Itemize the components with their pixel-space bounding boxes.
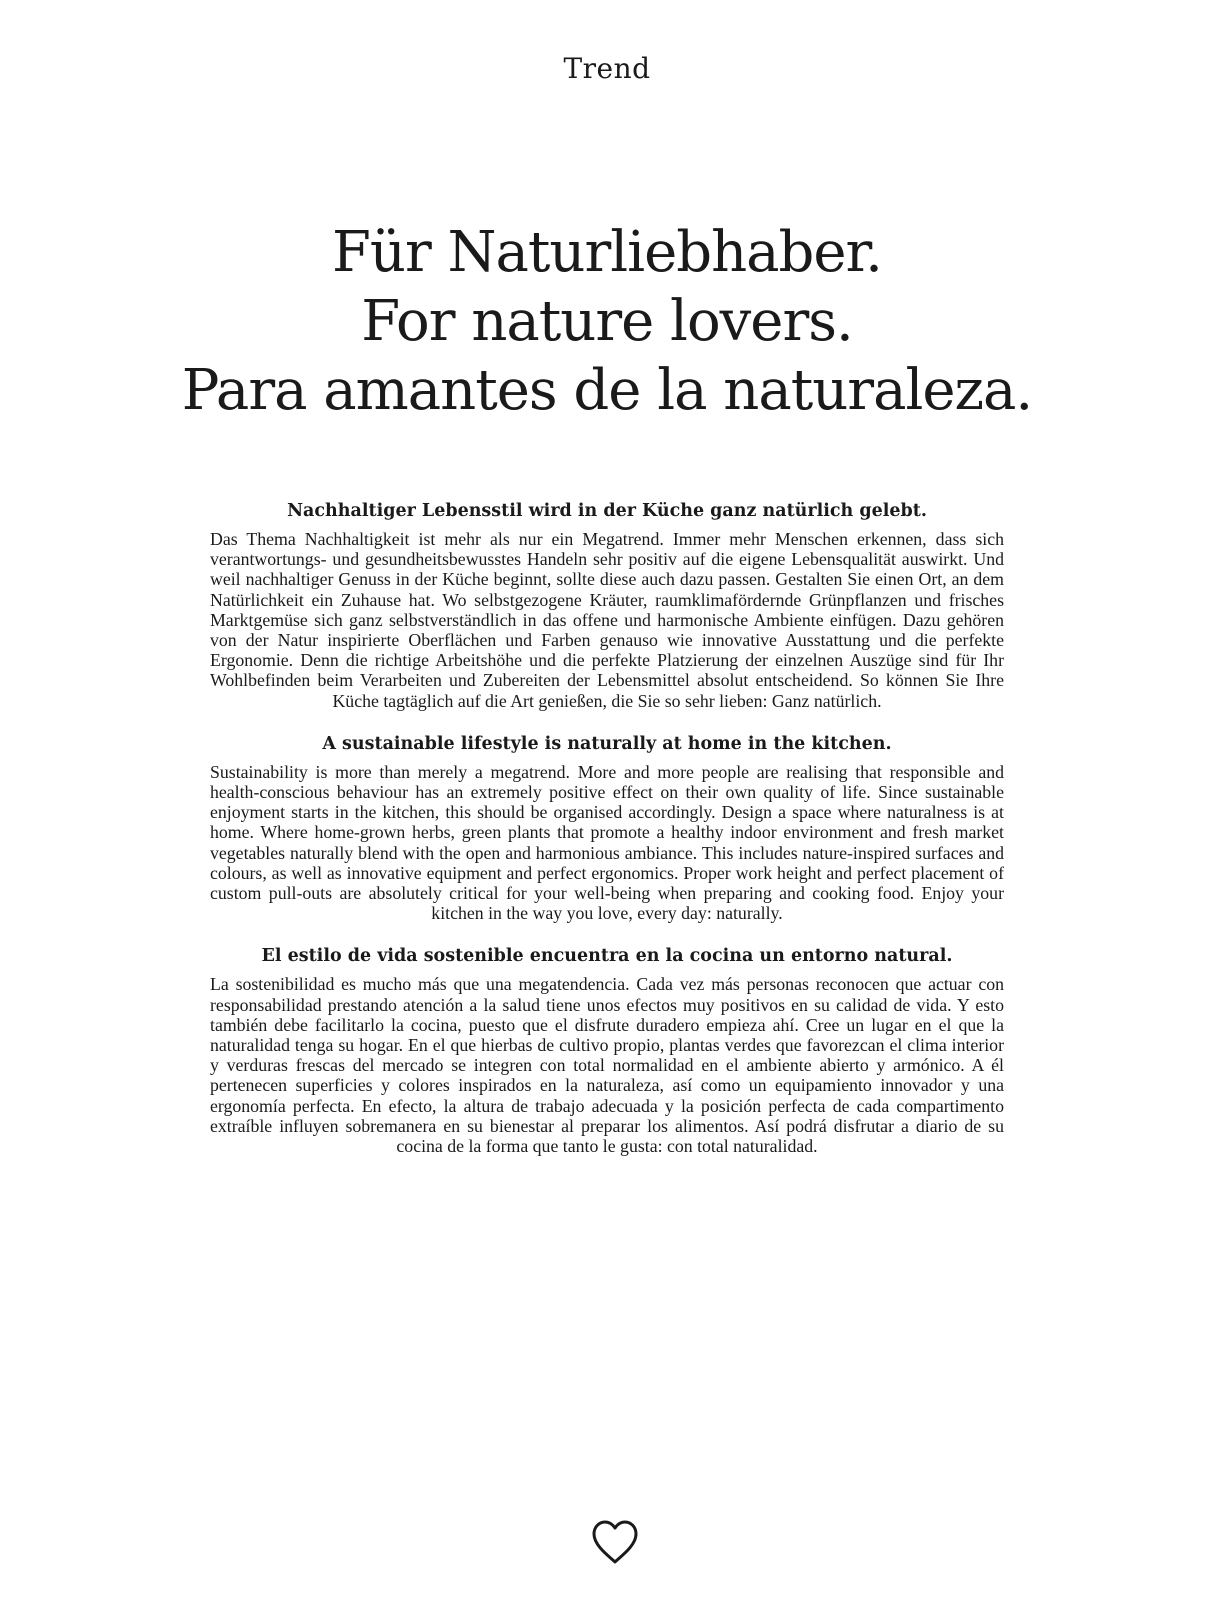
- heart-icon: [590, 1518, 640, 1566]
- section-label: Trend: [563, 52, 651, 85]
- page-title: [0, 218, 1214, 425]
- section-text-english: Sustainability is more than merely a megatrend. More and more people are realising that responsible and health-conscious behaviour has an extremely positive effect on their own quality of life. Since sustainable enjoyment starts in the kitchen, this should be organised accordingly. Design a space where naturalness is at home. Where home-grown herbs, green plants that promote a healthy indoor environment and fresh market vegetables naturally blend with the open and harmonious ambiance. This includes nature-inspired surfaces and colours, as well as innovative equipment and perfect ergonomics. Proper work height and perfect placement of custom pull-outs are absolutely critical for your well-being when preparing and cooking food. Enjoy your kitchen in the way you love, every day: naturally.: [210, 761, 1004, 924]
- title-line-spanish: Para amantes de la naturaleza.: [181, 358, 1033, 423]
- section-heading-spanish: El estilo de vida sostenible encuentra en la cocina un entorno natural.: [261, 946, 953, 967]
- title-line-german: Für Naturliebhaber.: [332, 220, 882, 285]
- section-spanish: [210, 945, 1004, 1156]
- section-text-spanish: La sostenibilidad es mucho más que una megatendencia. Cada vez más personas reconocen que actuar con responsabilidad prestando atención a la salud tiene unos efectos muy positivos en su calidad de vida. Y esto también debe facilitarlo la cocina, puesto que el disfrute duradero empieza ahí. Cree un lugar en el que la naturalidad tenga su hogar. En el que hierbas de cultivo propio, plantas verdes que favorezcan el clima interior y verduras frescas del mercado se integren con total normalidad en el ambiente abierto y armónico. A él pertenecen superficies y colores inspirados en la naturaleza, así como un equipamiento innovador y una ergonomía perfecta. En efecto, la altura de trabajo adecuada y la posición perfecta de cada compartimento extraíble influyen sobremanera en su bienestar al preparar los alimentos. Así podrá disfrutar a diario de su cocina de la forma que tanto le gusta: con total naturalidad.: [210, 974, 1004, 1157]
- section-german: [210, 500, 1004, 711]
- section-english: [210, 733, 1004, 924]
- section-text-german: Das Thema Nachhaltigkeit ist mehr als nur ein Megatrend. Immer mehr Menschen erkennen, dass sich verantwortungs- und gesundheitsbewusstes Handeln sehr positiv auf die eigene Lebensqualität auswirkt. Und weil nachhaltiger Genuss in der Küche beginnt, sollte diese auch dazu passen. Gestalten Sie einen Ort, an dem Natürlichkeit ein Zuhause hat. Wo selbstgezogene Kräuter, raumklimafördernde Grünpflanzen und frisches Marktgemüse sich ganz selbstverständlich in das offene und harmonische Ambiente einfügen. Dazu gehören von der Natur inspirierte Oberflächen und Farben genauso wie innovative Ausstattung und die perfekte Ergonomie. Denn die richtige Arbeitshöhe und die perfekte Platzierung der einzelnen Auszüge sind für Ihr Wohlbefinden beim Verarbeiten und Zubereiten der Lebensmittel absolut entscheidend. So können Sie Ihre Küche tagtäglich auf die Art genießen, die Sie so sehr lieben: Ganz natürlich.: [210, 529, 1004, 711]
- article-body: [210, 500, 1004, 1178]
- section-heading-german: Nachhaltiger Lebensstil wird in der Küche ganz natürlich gelebt.: [287, 501, 927, 521]
- title-line-english: For nature lovers.: [361, 289, 853, 354]
- section-heading-english: A sustainable lifestyle is naturally at home in the kitchen.: [322, 733, 892, 754]
